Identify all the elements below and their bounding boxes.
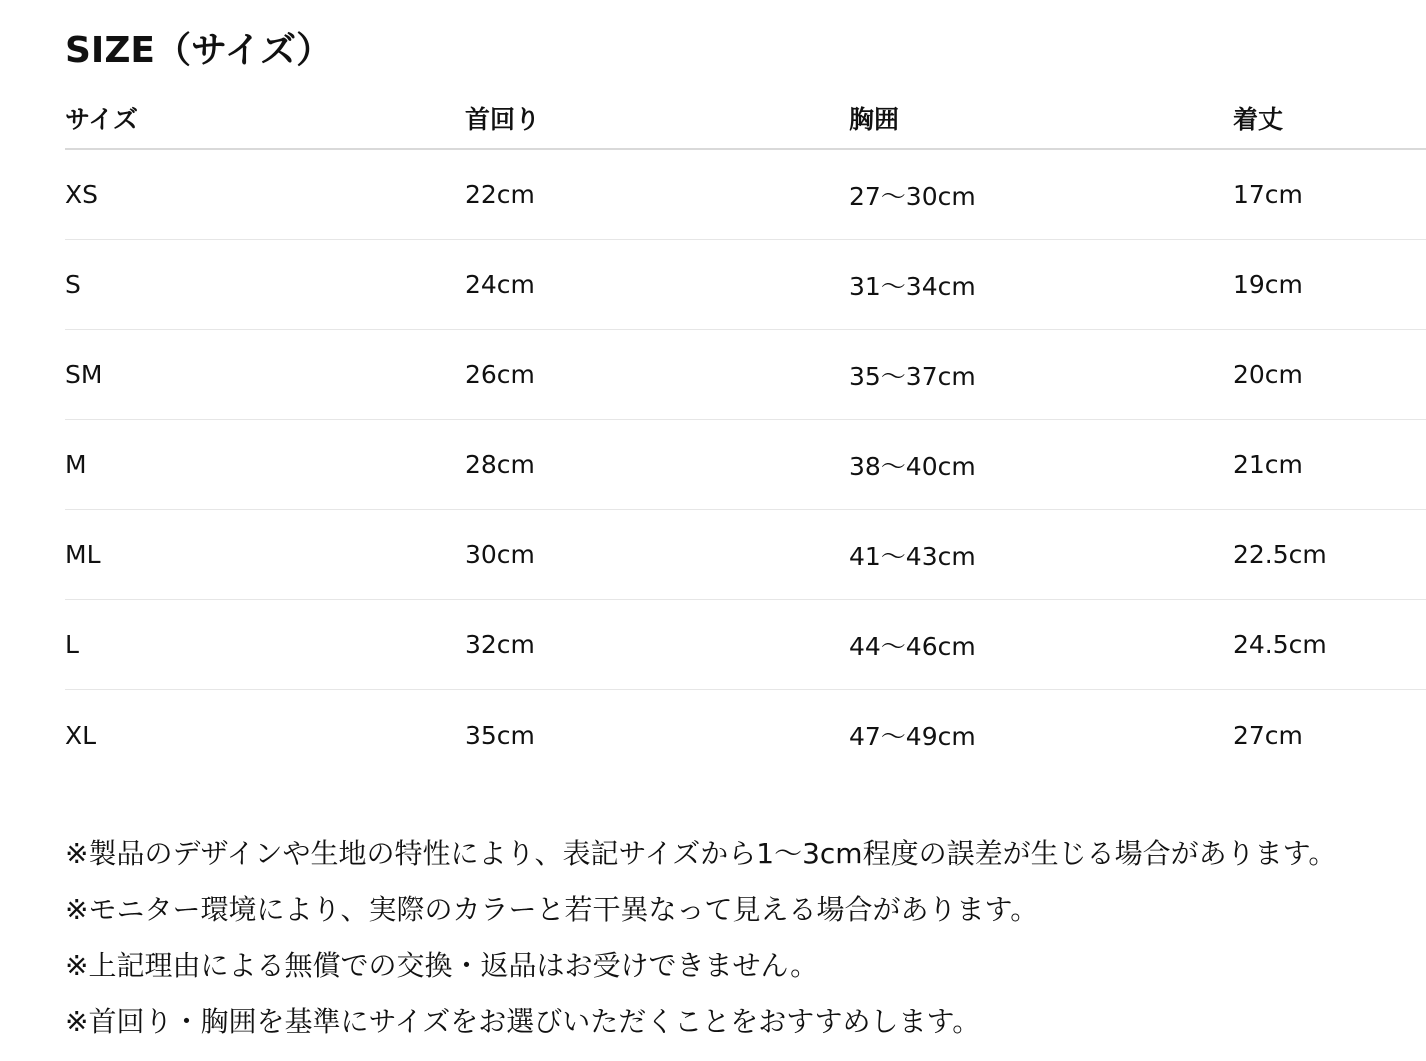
header-chest: 胸囲 xyxy=(849,105,900,134)
cell-size: S xyxy=(65,270,81,299)
cell-length: 17cm xyxy=(1233,180,1303,209)
cell-size: M xyxy=(65,450,87,479)
cell-length: 22.5cm xyxy=(1233,540,1327,569)
cell-length: 19cm xyxy=(1233,270,1303,299)
table-header-row xyxy=(65,88,1426,150)
cell-neck: 22cm xyxy=(465,180,535,209)
cell-size: ML xyxy=(65,540,101,569)
page-title: SIZE（サイズ） xyxy=(65,30,333,71)
cell-size: L xyxy=(65,630,79,659)
cell-neck: 32cm xyxy=(465,630,535,659)
cell-neck: 26cm xyxy=(465,360,535,389)
cell-neck: 24cm xyxy=(465,270,535,299)
note-item: ※モニター環境により、実際のカラーと若干異なって見える場合があります。 xyxy=(65,893,1039,926)
cell-length: 20cm xyxy=(1233,360,1303,389)
cell-chest: 41〜43cm xyxy=(849,541,976,571)
cell-size: XS xyxy=(65,180,98,209)
cell-size: XL xyxy=(65,720,97,750)
table-row xyxy=(65,690,1426,780)
cell-chest: 38〜40cm xyxy=(849,451,976,481)
cell-chest: 27〜30cm xyxy=(849,181,976,211)
cell-neck: 28cm xyxy=(465,450,535,479)
cell-chest: 35〜37cm xyxy=(849,361,976,391)
cell-length: 21cm xyxy=(1233,450,1303,479)
table-row xyxy=(65,510,1426,600)
table-row xyxy=(65,240,1426,330)
cell-size: SM xyxy=(65,360,103,389)
header-length: 着丈 xyxy=(1233,105,1284,134)
table-row xyxy=(65,150,1426,240)
cell-length: 27cm xyxy=(1233,720,1303,750)
cell-chest: 31〜34cm xyxy=(849,271,976,301)
note-item: ※上記理由による無償での交換・返品はお受けできません。 xyxy=(65,949,819,982)
note-item: ※首回り・胸囲を基準にサイズをお選びいただくことをおすすめします。 xyxy=(65,1005,981,1038)
table-row xyxy=(65,600,1426,690)
table-row xyxy=(65,420,1426,510)
cell-neck: 30cm xyxy=(465,540,535,569)
header-neck: 首回り xyxy=(465,105,541,134)
cell-length: 24.5cm xyxy=(1233,630,1327,659)
notes-list xyxy=(65,826,1385,1050)
cell-chest: 47〜49cm xyxy=(849,722,976,751)
header-size: サイズ xyxy=(65,105,139,134)
table-row xyxy=(65,330,1426,420)
note-item: ※製品のデザインや生地の特性により、表記サイズから1〜3cm程度の誤差が生じる場合があります。 xyxy=(65,837,1337,870)
cell-chest: 44〜46cm xyxy=(849,631,976,661)
cell-neck: 35cm xyxy=(465,720,535,750)
size-table xyxy=(65,88,1426,780)
